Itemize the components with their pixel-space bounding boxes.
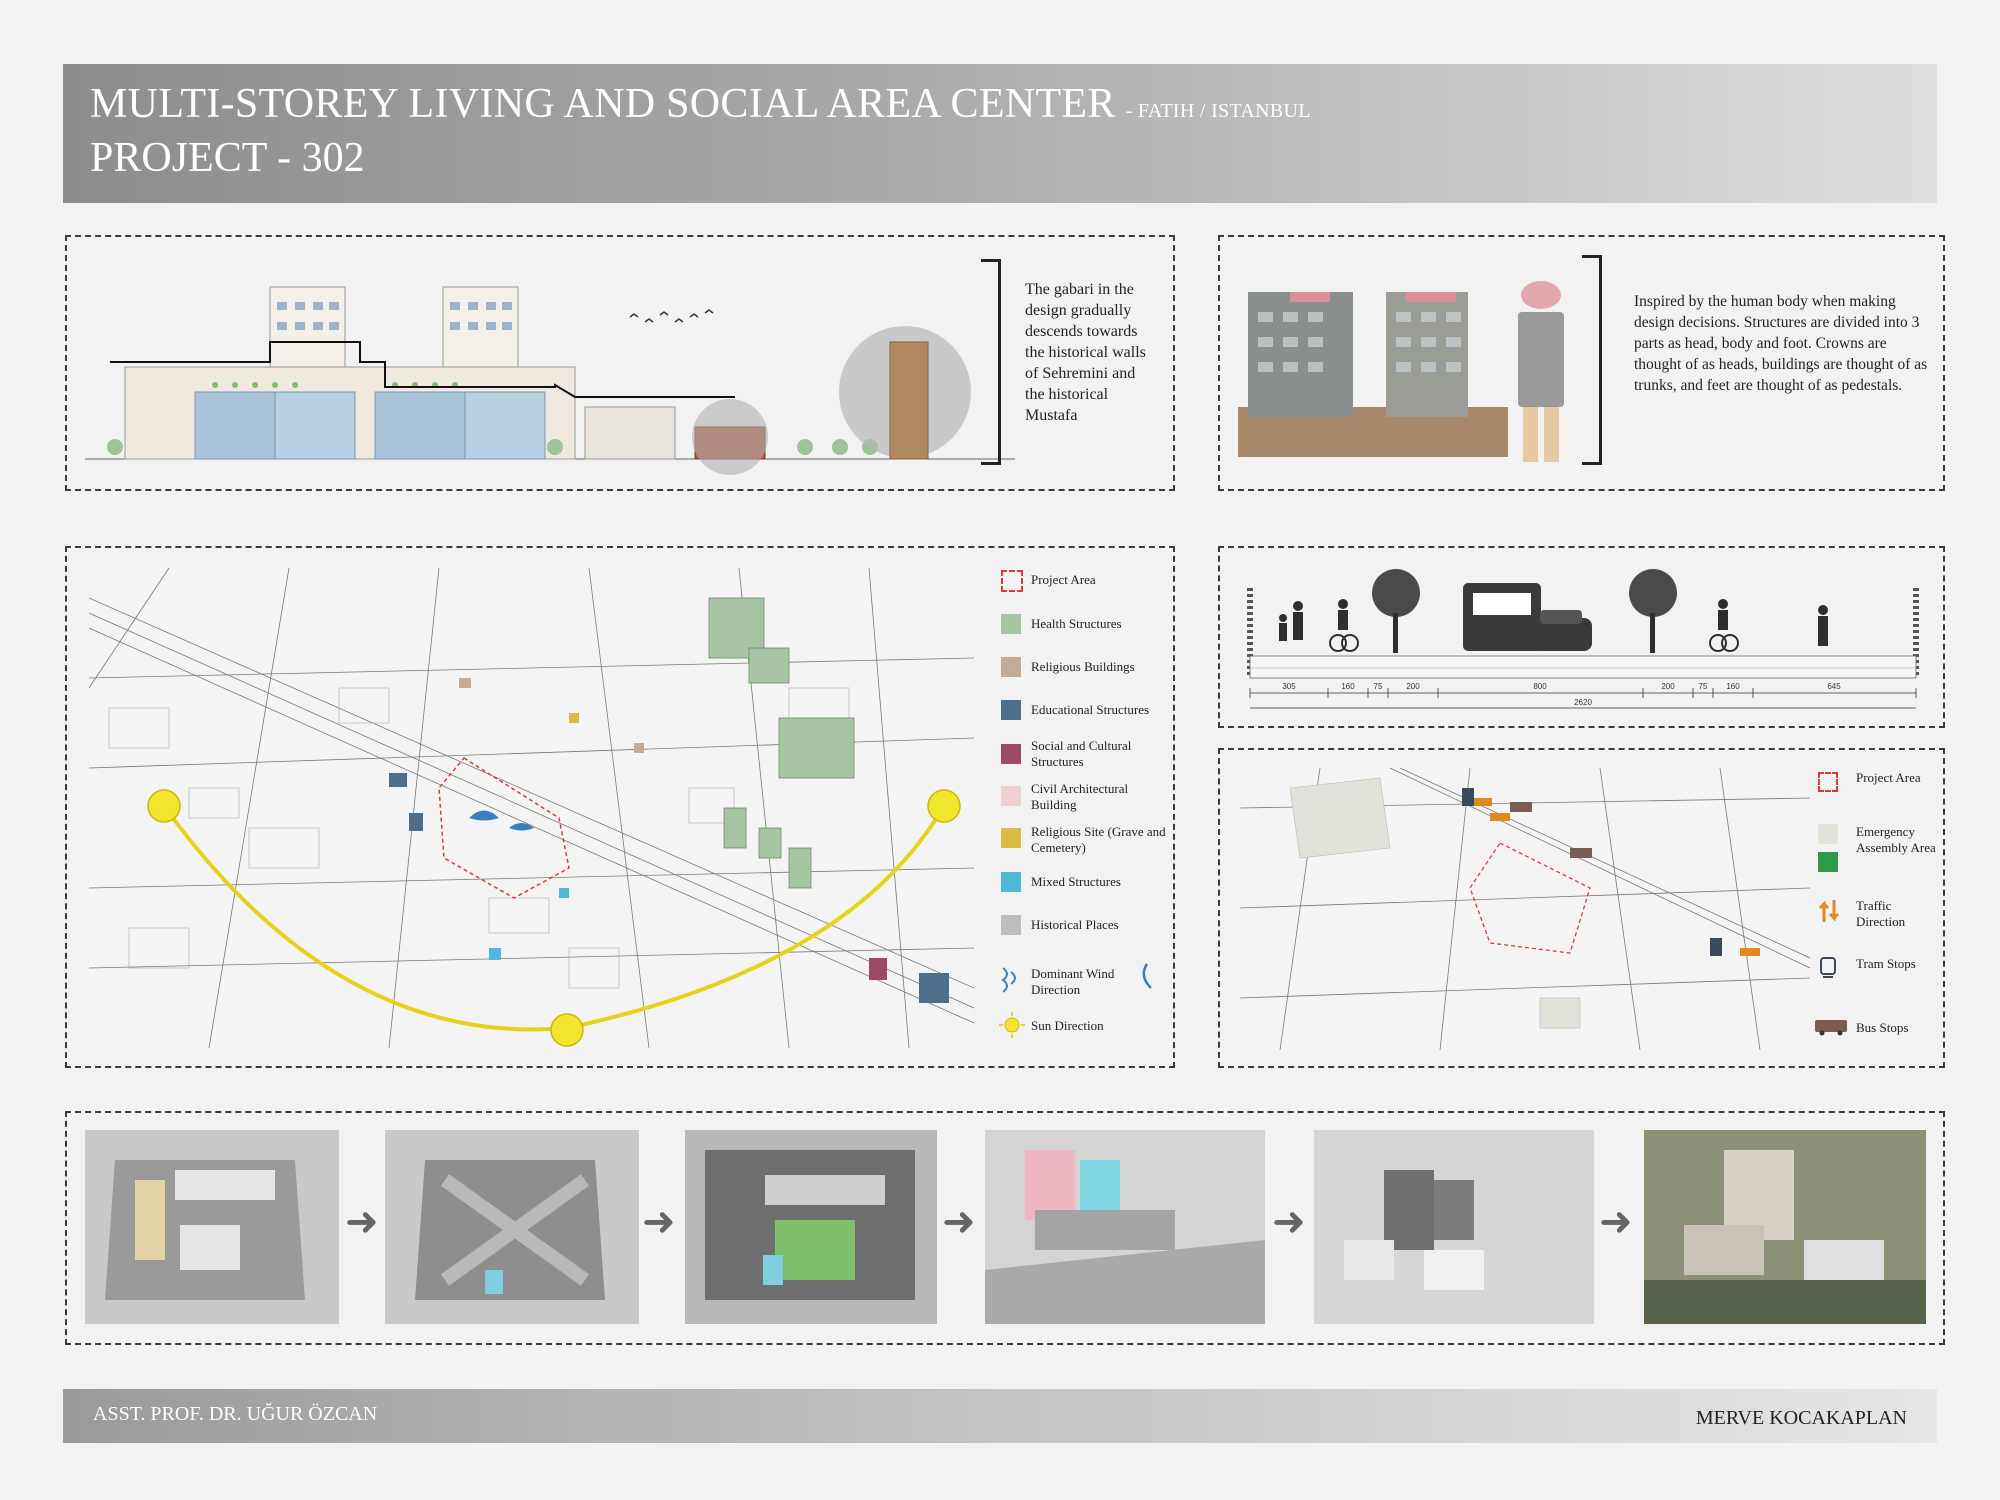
human-body-description: Inspired by the human body when making design decisions. Structures are divided into 3 parts as head, body and foot. Crowns are thought of as heads, buildings are thought of as trunks, and feet are thought of as pedestals.	[1634, 293, 1928, 394]
bus-icon	[1814, 1018, 1848, 1036]
tram-icon	[1818, 955, 1838, 979]
human-body-panel	[1218, 235, 1945, 491]
gabari-description: The gabari in the design gradually descends towards the historical walls of Sehremini and the historical Mustafa	[1025, 281, 1146, 424]
legend-label: Social and Cultural Structures	[1031, 738, 1132, 769]
sun-icon	[999, 1012, 1025, 1038]
dimension-label: 200	[1661, 682, 1675, 691]
legend-label: Tram Stops	[1856, 956, 1916, 971]
legend-label: Historical Places	[1031, 917, 1119, 932]
dashed-square-icon	[1001, 570, 1023, 592]
process-step-3	[685, 1130, 937, 1324]
swatch-icon	[1001, 657, 1021, 677]
dimension-label: 75	[1373, 682, 1383, 691]
swatch-icon	[1001, 786, 1021, 806]
street-elevation-drawing	[85, 277, 1015, 482]
wind-icon	[1135, 962, 1155, 992]
process-step-6	[1644, 1130, 1926, 1324]
process-step-1	[85, 1130, 339, 1324]
bracket-divider	[1582, 255, 1602, 465]
legend-label: Dominant Wind Direction	[1031, 966, 1115, 997]
arrow-right-icon: ➜	[1599, 1199, 1633, 1244]
swatch-icon	[1001, 828, 1021, 848]
footer-banner	[63, 1389, 1937, 1443]
legend-label: Emergency Assembly Area	[1856, 824, 1936, 855]
design-process-panel	[65, 1111, 1945, 1345]
transport-map	[1240, 768, 1810, 1050]
page-title: MULTI-STOREY LIVING AND SOCIAL AREA CENTER - FATIH / ISTANBUL	[90, 81, 1311, 127]
legend-label: Sun Direction	[1031, 1018, 1104, 1033]
swatch-icon	[1001, 872, 1021, 892]
dimension-label: 160	[1726, 682, 1740, 691]
transport-legend	[1812, 768, 1942, 1058]
legend-label: Civil Architectural Building	[1031, 781, 1129, 812]
swatch-icon	[1001, 915, 1021, 935]
transport-panel	[1218, 748, 1945, 1068]
author-name: MERVE KOCAKAPLAN	[1695, 1407, 1907, 1429]
site-analysis-map	[89, 568, 974, 1048]
dimension-label: 305	[1282, 682, 1296, 691]
dimension-label: 200	[1406, 682, 1420, 691]
concept-massing-drawing	[1238, 267, 1598, 477]
process-step-5	[1314, 1130, 1594, 1324]
project-number: PROJECT - 302	[90, 135, 365, 181]
legend-label: Project Area	[1856, 770, 1921, 785]
site-analysis-panel	[65, 546, 1175, 1068]
process-step-2	[385, 1130, 639, 1324]
advisor-name: ASST. PROF. DR. UĞUR ÖZCAN	[93, 1403, 378, 1425]
legend-label: Educational Structures	[1031, 702, 1150, 717]
swatch-icon	[1001, 614, 1021, 634]
legend-label: Bus Stops	[1856, 1020, 1909, 1035]
arrow-right-icon: ➜	[642, 1199, 676, 1244]
arrow-right-icon: ➜	[1272, 1199, 1306, 1244]
dimension-label: 645	[1827, 682, 1841, 691]
site-legend	[995, 566, 1170, 1056]
process-step-4	[985, 1130, 1265, 1324]
legend-label: Religious Site (Grave and Cemetery)	[1031, 824, 1166, 855]
swatch-icon	[1001, 744, 1021, 764]
traffic-arrows-icon	[1818, 898, 1840, 924]
street-section-drawing	[1238, 558, 1928, 718]
location-subtitle: - FATIH / ISTANBUL	[1125, 100, 1311, 122]
gabari-panel	[65, 235, 1175, 491]
header-banner	[63, 64, 1937, 203]
swatch-icon	[1818, 824, 1838, 844]
bracket-divider	[981, 259, 1001, 465]
legend-label: Mixed Structures	[1031, 874, 1121, 889]
swatch-icon	[1001, 700, 1021, 720]
assembly-icon	[1818, 852, 1838, 872]
dimension-label: 800	[1533, 682, 1547, 691]
dashed-square-icon	[1818, 772, 1838, 792]
dimension-total: 2620	[1574, 698, 1592, 707]
legend-label: Health Structures	[1031, 616, 1122, 631]
street-section-panel	[1218, 546, 1945, 728]
legend-label: Project Area	[1031, 572, 1096, 587]
dimension-label: 75	[1698, 682, 1708, 691]
legend-label: Religious Buildings	[1031, 659, 1135, 674]
wind-icon	[999, 964, 1023, 994]
dimension-label: 160	[1341, 682, 1355, 691]
arrow-right-icon: ➜	[942, 1199, 976, 1244]
legend-label: Traffic Direction	[1856, 898, 1906, 929]
arrow-right-icon: ➜	[345, 1199, 379, 1244]
